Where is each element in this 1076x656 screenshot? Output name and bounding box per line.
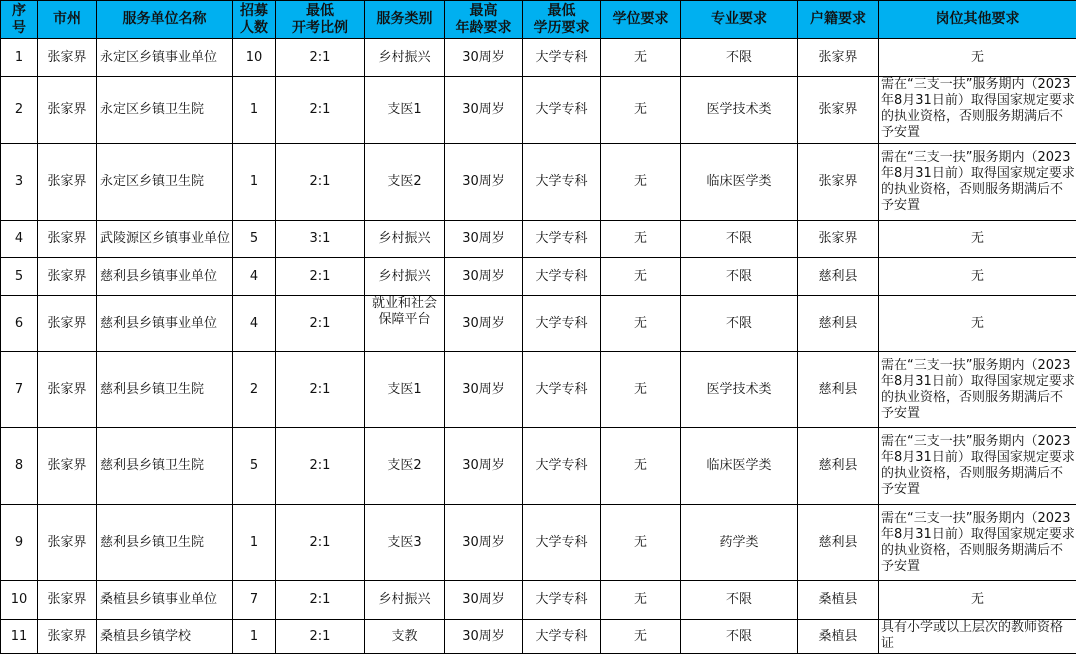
header-ratio: 最低 开考比例 [276,1,365,39]
cell-city: 张家界 [38,352,97,428]
cell-degree: 无 [601,258,681,296]
cell-index: 6 [1,296,38,352]
cell-major: 临床医学类 [681,428,798,505]
cell-recruit: 1 [233,620,276,654]
cell-ratio: 3:1 [276,221,365,258]
cell-service [365,296,445,352]
cell-major: 药学类 [681,505,798,581]
cell-major: 不限 [681,620,798,654]
cell-other-text: 需在“三支一扶”服务期内（2023年8月31日前）取得国家规定要求的执业资格，否则服务期满后不予安置 [881,510,1075,574]
cell-age: 30周岁 [445,258,523,296]
cell-major: 临床医学类 [681,144,798,221]
cell-hukou: 张家界 [798,144,879,221]
cell-other [879,77,1076,144]
cell-edu: 大学专科 [523,77,601,144]
cell-index: 8 [1,428,38,505]
cell-recruit: 7 [233,581,276,620]
header-recruit: 招募 人数 [233,1,276,39]
cell-edu: 大学专科 [523,505,601,581]
cell-ratio: 2:1 [276,77,365,144]
header-edu: 最低 学历要求 [523,1,601,39]
cell-service: 支教 [365,620,445,654]
cell-service: 乡村振兴 [365,39,445,77]
cell-unit: 慈利县乡镇事业单位 [97,258,233,296]
cell-ratio: 2:1 [276,258,365,296]
cell-major: 医学技术类 [681,352,798,428]
cell-index: 7 [1,352,38,428]
header-service: 服务类别 [365,1,445,39]
cell-service: 支医2 [365,144,445,221]
table-row [1,620,1076,654]
cell-recruit: 1 [233,505,276,581]
cell-edu: 大学专科 [523,39,601,77]
cell-hukou: 慈利县 [798,428,879,505]
cell-age: 30周岁 [445,581,523,620]
cell-recruit: 4 [233,258,276,296]
cell-ratio: 2:1 [276,581,365,620]
cell-index: 11 [1,620,38,654]
cell-city: 张家界 [38,258,97,296]
cell-city: 张家界 [38,144,97,221]
cell-other-text: 需在“三支一扶”服务期内（2023年8月31日前）取得国家规定要求的执业资格，否则服务期满后不予安置 [881,434,1075,497]
cell-degree: 无 [601,505,681,581]
cell-age: 30周岁 [445,77,523,144]
table-row [1,39,1076,77]
cell-hukou: 慈利县 [798,296,879,352]
cell-ratio: 2:1 [276,352,365,428]
cell-other [879,144,1076,221]
table-row [1,428,1076,505]
cell-unit: 武陵源区乡镇事业单位 [97,221,233,258]
cell-ratio: 2:1 [276,144,365,221]
cell-age: 30周岁 [445,296,523,352]
cell-major: 不限 [681,296,798,352]
cell-unit: 桑植县乡镇学校 [97,620,233,654]
header-hukou: 户籍要求 [798,1,879,39]
cell-city: 张家界 [38,505,97,581]
cell-ratio: 2:1 [276,505,365,581]
cell-service: 支医1 [365,352,445,428]
cell-ratio: 2:1 [276,296,365,352]
cell-other: 无 [879,296,1076,352]
cell-edu: 大学专科 [523,296,601,352]
cell-age: 30周岁 [445,221,523,258]
cell-ratio: 2:1 [276,39,365,77]
cell-hukou: 桑植县 [798,620,879,654]
cell-other: 无 [879,258,1076,296]
cell-service: 乡村振兴 [365,581,445,620]
table-row [1,581,1076,620]
cell-hukou: 慈利县 [798,505,879,581]
cell-edu: 大学专科 [523,581,601,620]
cell-hukou: 桑植县 [798,581,879,620]
cell-age: 30周岁 [445,144,523,221]
cell-hukou: 张家界 [798,77,879,144]
cell-index: 1 [1,39,38,77]
table-row [1,77,1076,144]
cell-recruit: 10 [233,39,276,77]
table-row [1,221,1076,258]
cell-hukou: 慈利县 [798,258,879,296]
cell-degree: 无 [601,428,681,505]
cell-recruit: 2 [233,352,276,428]
cell-ratio: 2:1 [276,620,365,654]
cell-edu: 大学专科 [523,428,601,505]
cell-service: 乡村振兴 [365,258,445,296]
cell-index: 2 [1,77,38,144]
header-city: 市州 [38,1,97,39]
cell-age: 30周岁 [445,428,523,505]
cell-other [879,620,1076,654]
cell-city: 张家界 [38,581,97,620]
cell-unit: 慈利县乡镇卫生院 [97,428,233,505]
cell-edu: 大学专科 [523,352,601,428]
cell-other-text: 需在“三支一扶”服务期内（2023年8月31日前）取得国家规定要求的执业资格，否则服务期满后不予安置 [881,150,1075,213]
cell-service-text: 就业和社会保障平台 [371,296,437,327]
cell-degree: 无 [601,39,681,77]
cell-other-text: 具有小学或以上层次的教师资格证 [881,620,1064,651]
cell-age: 30周岁 [445,39,523,77]
cell-index: 4 [1,221,38,258]
cell-service: 支医2 [365,428,445,505]
cell-hukou: 慈利县 [798,352,879,428]
cell-unit: 永定区乡镇卫生院 [97,77,233,144]
cell-city: 张家界 [38,428,97,505]
cell-age: 30周岁 [445,620,523,654]
cell-hukou: 张家界 [798,39,879,77]
cell-unit: 永定区乡镇事业单位 [97,39,233,77]
cell-city: 张家界 [38,620,97,654]
cell-age: 30周岁 [445,352,523,428]
cell-unit: 慈利县乡镇事业单位 [97,296,233,352]
header-degree: 学位要求 [601,1,681,39]
cell-other-text: 需在“三支一扶”服务期内（2023年8月31日前）取得国家规定要求的执业资格，否则服务期满后不予安置 [881,77,1075,140]
cell-degree: 无 [601,221,681,258]
cell-other [879,352,1076,428]
cell-city: 张家界 [38,77,97,144]
cell-other: 无 [879,221,1076,258]
cell-index: 10 [1,581,38,620]
cell-unit: 桑植县乡镇事业单位 [97,581,233,620]
cell-service: 支医1 [365,77,445,144]
cell-edu: 大学专科 [523,620,601,654]
cell-recruit: 5 [233,428,276,505]
cell-service: 乡村振兴 [365,221,445,258]
header-other: 岗位其他要求 [879,1,1076,39]
cell-city: 张家界 [38,39,97,77]
cell-degree: 无 [601,352,681,428]
cell-ratio: 2:1 [276,428,365,505]
cell-degree: 无 [601,620,681,654]
cell-edu: 大学专科 [523,221,601,258]
cell-degree: 无 [601,296,681,352]
cell-unit: 永定区乡镇卫生院 [97,144,233,221]
header-index: 序 号 [1,1,38,39]
cell-index: 9 [1,505,38,581]
cell-major: 不限 [681,221,798,258]
table-row [1,258,1076,296]
cell-city: 张家界 [38,221,97,258]
cell-degree: 无 [601,144,681,221]
cell-other [879,428,1076,505]
cell-index: 3 [1,144,38,221]
cell-major: 不限 [681,39,798,77]
cell-unit: 慈利县乡镇卫生院 [97,352,233,428]
cell-major: 不限 [681,258,798,296]
cell-edu: 大学专科 [523,144,601,221]
cell-city: 张家界 [38,296,97,352]
cell-edu: 大学专科 [523,258,601,296]
cell-major: 医学技术类 [681,77,798,144]
table-row [1,505,1076,581]
cell-recruit: 1 [233,77,276,144]
cell-other: 无 [879,39,1076,77]
cell-degree: 无 [601,77,681,144]
table-row [1,144,1076,221]
cell-degree: 无 [601,581,681,620]
cell-age: 30周岁 [445,505,523,581]
cell-other-text: 需在“三支一扶”服务期内（2023年8月31日前）取得国家规定要求的执业资格，否则服务期满后不予安置 [881,357,1075,421]
cell-other: 无 [879,581,1076,620]
cell-recruit: 5 [233,221,276,258]
cell-service: 支医3 [365,505,445,581]
table-row [1,296,1076,352]
header-row [1,1,1076,39]
header-age: 最高 年龄要求 [445,1,523,39]
table-row [1,352,1076,428]
header-major: 专业要求 [681,1,798,39]
cell-hukou: 张家界 [798,221,879,258]
cell-index: 5 [1,258,38,296]
header-unit: 服务单位名称 [97,1,233,39]
cell-recruit: 4 [233,296,276,352]
cell-major: 不限 [681,581,798,620]
cell-recruit: 1 [233,144,276,221]
cell-other [879,505,1076,581]
cell-unit: 慈利县乡镇卫生院 [97,505,233,581]
